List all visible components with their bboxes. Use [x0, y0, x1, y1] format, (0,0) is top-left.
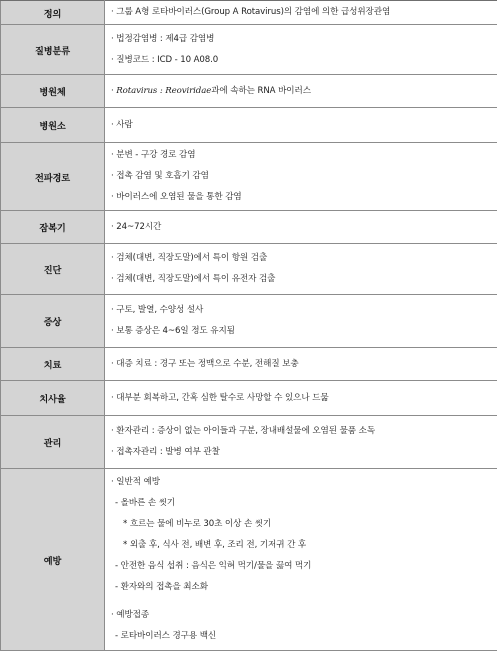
row-pathogen — [1, 75, 497, 108]
text-line: - 안전한 음식 섭취 : 음식은 익혀 먹기/물을 끓여 먹기 — [115, 561, 312, 571]
text-line: · 환자관리 : 증상이 없는 아이들과 구분, 장내배설물에 오염된 물품 소독 — [111, 426, 376, 436]
text-line: * 외출 후, 식사 전, 배변 후, 조리 전, 기저귀 간 후 — [123, 540, 307, 550]
content-incubation — [105, 211, 497, 244]
text-line: · 예방접종 — [111, 610, 150, 620]
label-reservoir: 병원소 — [1, 108, 105, 143]
text-line: * 흐르는 물에 비누로 30초 이상 손 씻기 — [123, 519, 272, 529]
pathogen-description: 과에 속하는 RNA 바이러스 — [211, 85, 311, 96]
label-symptoms: 증상 — [1, 295, 105, 348]
text-line: · 접촉자관리 : 발병 여부 관찰 — [111, 447, 220, 457]
text-line: · 구토, 발열, 수양성 설사 — [111, 305, 204, 315]
text-line: · 질병코드 : ICD - 10 A08.0 — [111, 54, 219, 65]
text-line: - 환자와의 접촉을 최소화 — [115, 582, 208, 592]
content-management — [105, 416, 497, 469]
text-line: · 대부분 회복하고, 간혹 심한 탈수로 사망할 수 있으나 드묾 — [111, 392, 329, 403]
content-reservoir — [105, 108, 497, 143]
bullet: · — [111, 85, 117, 96]
label-fatality: 치사율 — [1, 381, 105, 416]
label-management: 관리 — [1, 416, 105, 469]
text-line: · 사람 — [111, 119, 133, 130]
label-definition: 정의 — [1, 1, 105, 25]
row-prevention — [1, 469, 497, 651]
label-treatment: 치료 — [1, 348, 105, 381]
row-symptoms — [1, 295, 497, 348]
content-definition — [105, 1, 497, 25]
label-incubation: 잠복기 — [1, 211, 105, 244]
row-transmission — [1, 143, 497, 211]
text-line: · 접촉 감염 및 호흡기 감염 — [111, 171, 209, 181]
label-prevention: 예방 — [1, 469, 105, 651]
content-symptoms — [105, 295, 497, 348]
pathogen-scientific-name: Rotavirus : Reoviridae — [116, 85, 212, 96]
row-fatality — [1, 381, 497, 416]
text-line: · 분변 - 구강 경로 감염 — [111, 150, 196, 160]
text-line: · 일반적 예방 — [111, 477, 160, 487]
row-reservoir — [1, 108, 497, 143]
content-pathogen — [105, 75, 497, 108]
content-prevention — [105, 469, 497, 651]
row-diagnosis — [1, 244, 497, 295]
label-pathogen: 병원체 — [1, 75, 105, 108]
text-line: · 보통 증상은 4~6일 정도 유지됨 — [111, 326, 235, 336]
content-classification — [105, 25, 497, 75]
row-classification — [1, 25, 497, 75]
text-line — [105, 81, 497, 102]
label-diagnosis: 진단 — [1, 244, 105, 295]
spacer — [105, 598, 497, 605]
content-fatality — [105, 381, 497, 416]
row-incubation — [1, 211, 497, 244]
row-definition — [1, 1, 497, 25]
content-transmission — [105, 143, 497, 211]
text-line: - 로타바이러스 경구용 백신 — [115, 631, 217, 641]
text-line: · 바이러스에 오염된 물을 통한 감염 — [111, 192, 242, 202]
text-line: · 법정감염병 : 제4급 감염병 — [111, 33, 215, 44]
text-line: · 검체(대변, 직장도말)에서 특이 유전자 검출 — [111, 274, 276, 284]
label-classification: 질병분류 — [1, 25, 105, 75]
text-line: - 올바른 손 씻기 — [115, 498, 176, 508]
text-line: · 대증 치료 : 경구 또는 정맥으로 수분, 전해질 보충 — [111, 358, 299, 369]
text-line: · 24~72시간 — [111, 221, 162, 232]
label-transmission: 전파경로 — [1, 143, 105, 211]
content-diagnosis — [105, 244, 497, 295]
row-management — [1, 416, 497, 469]
text-line: · 그룹 A형 로타바이러스(Group A Rotavirus)의 감염에 의한 급성위장관염 — [111, 7, 391, 17]
content-treatment — [105, 348, 497, 381]
row-treatment — [1, 348, 497, 381]
text-line: · 검체(대변, 직장도말)에서 특이 항원 검출 — [111, 253, 268, 263]
